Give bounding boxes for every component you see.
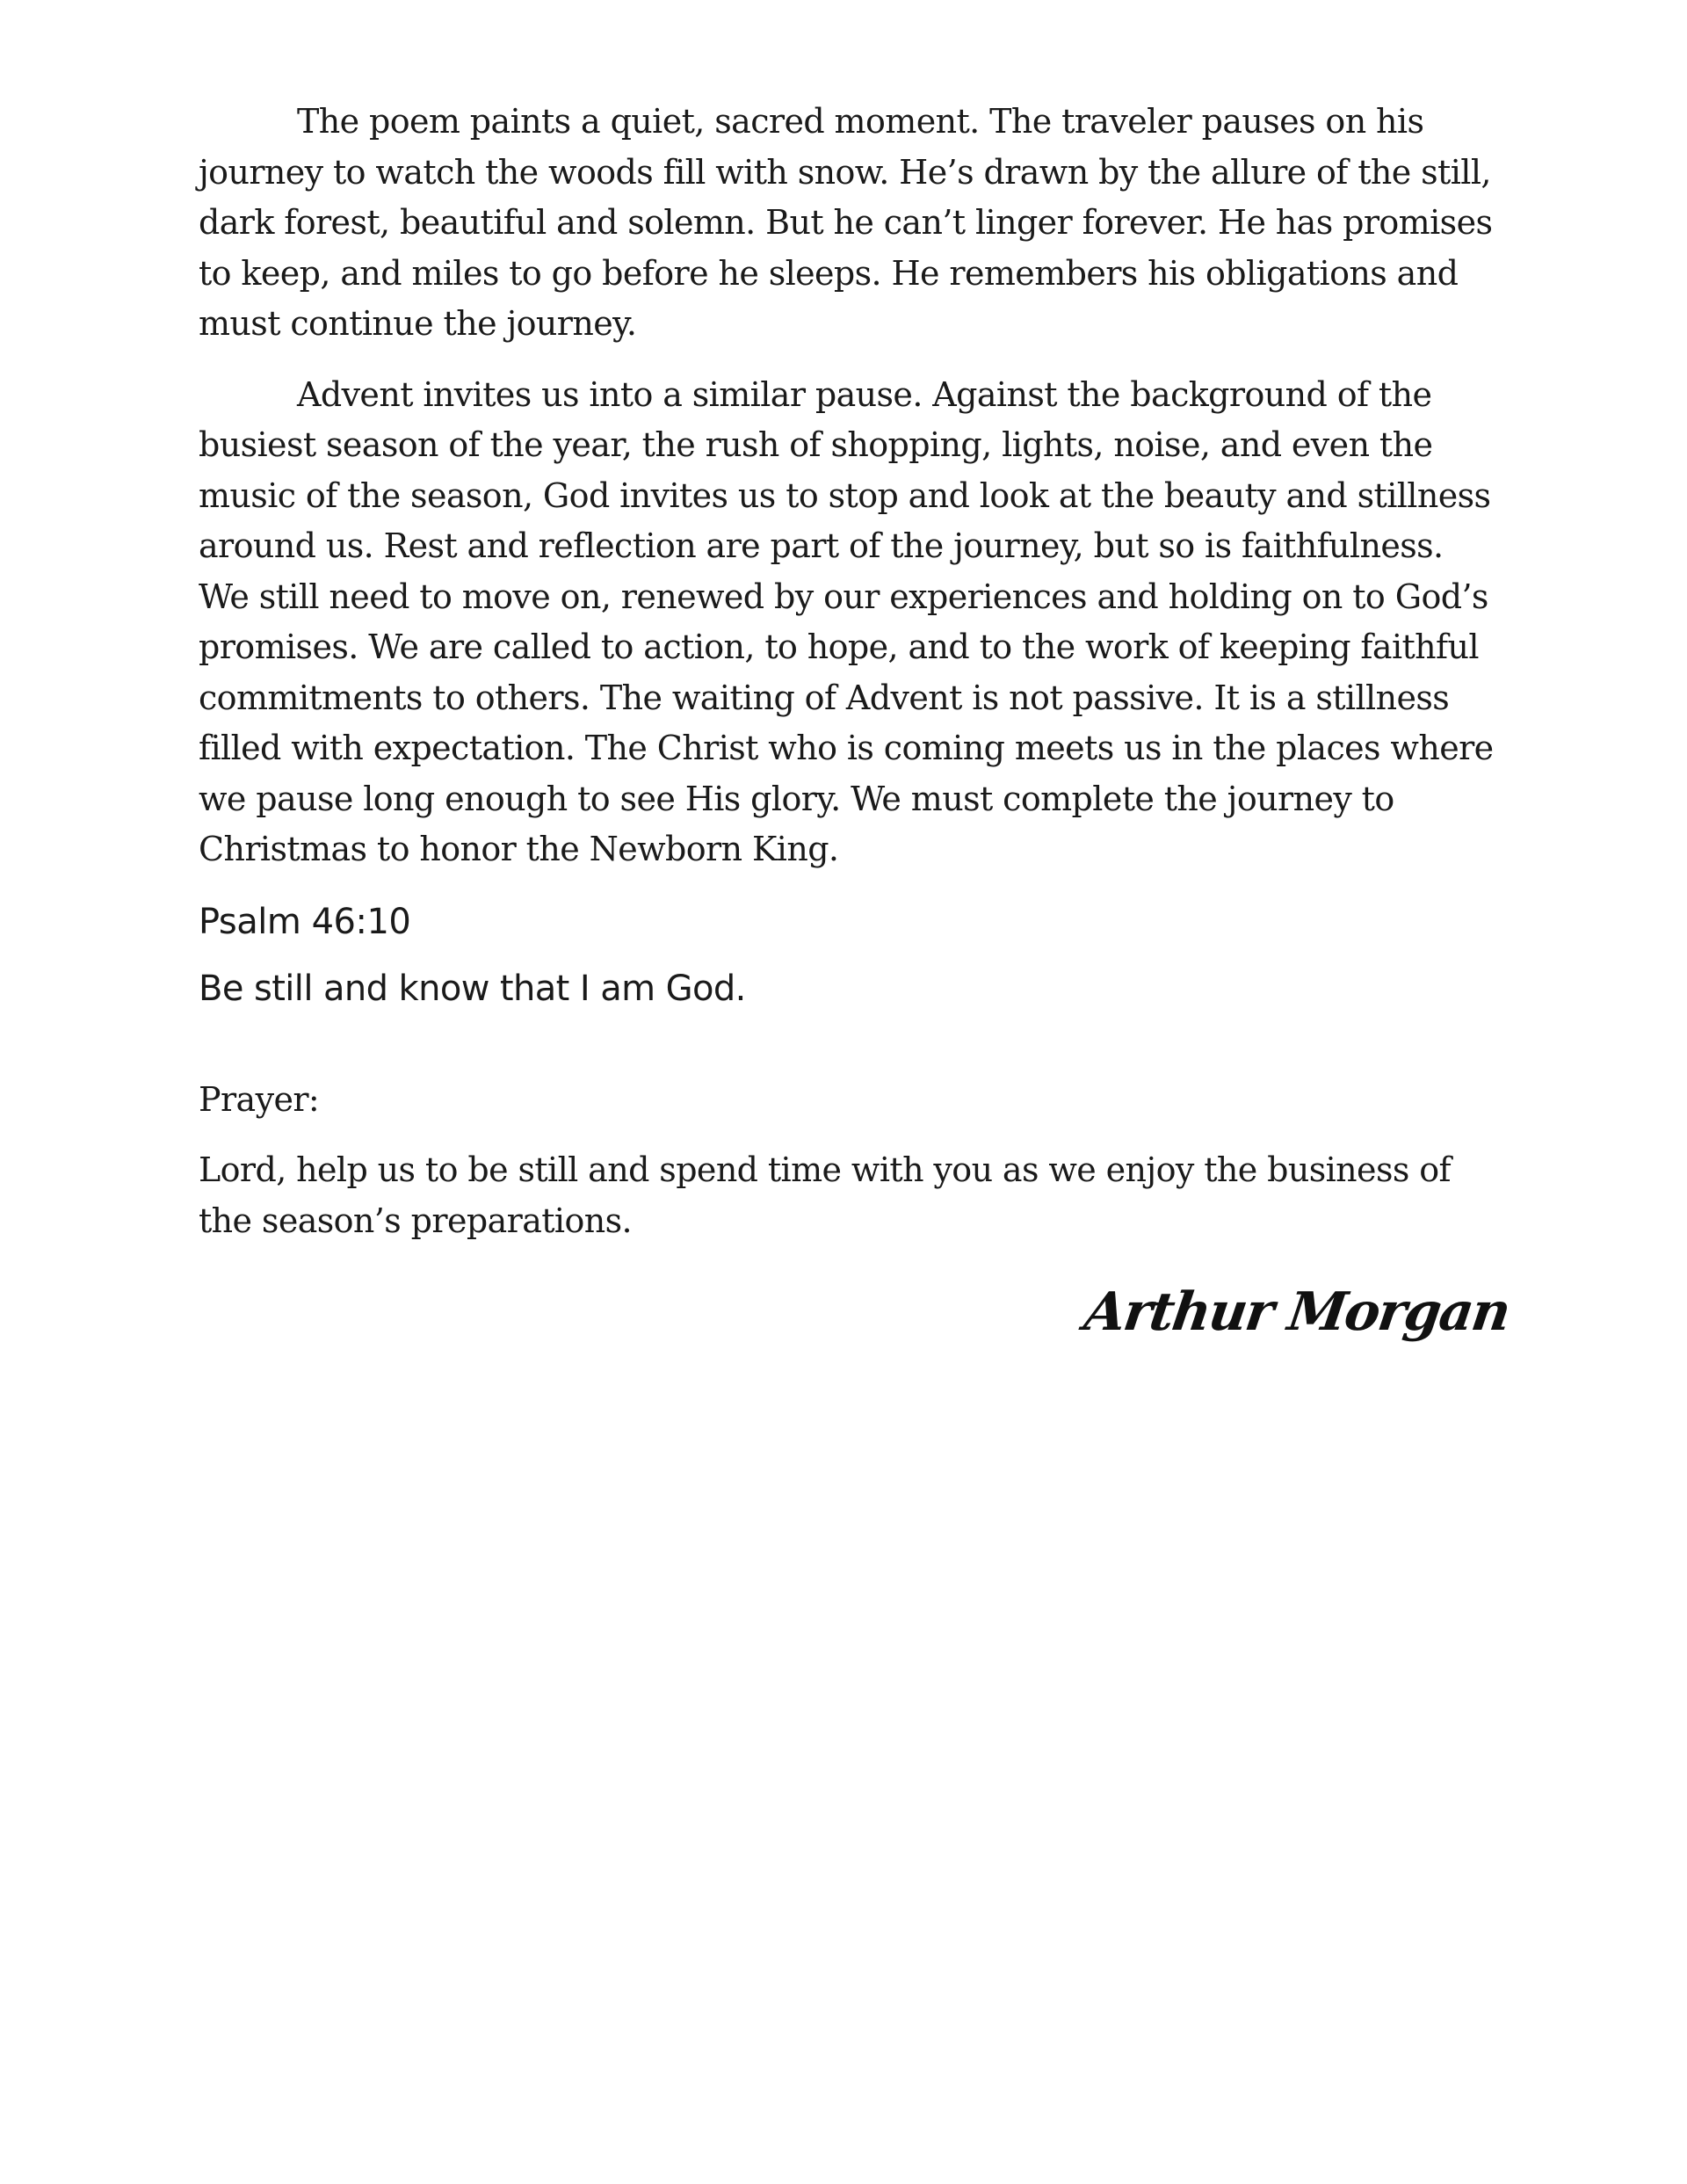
prayer-label: Prayer: (199, 1079, 320, 1119)
document-body (199, 97, 1495, 1246)
verse-reference: Psalm 46:10 (199, 901, 411, 942)
author-signature: Arthur Morgan (1080, 1281, 1513, 1343)
paragraph-advent-reflection: Advent invites us into a similar pause. Against the background of the busiest season of the year, the rush of shopping, lights, noise, and even the music of the season, God invites us to stop and look at the beauty and stillness around us. Rest and reflection are part of the journey, but so is faithfulness. We still need to move on, renewed by our experiences and holding on to God’s promises. We are called to action, to hope, and to the work of keeping faithful commitments to others. The waiting of Advent is not passive. It is a stillness filled with expectation. The Christ who is coming meets us in the places where we pause long enough to see His glory. We must complete the journey to Christmas to honor the Newborn King. (199, 374, 1494, 868)
paragraph-poem-reflection: The poem paints a quiet, sacred moment. The traveler pauses on his journey to watch the woods fill with snow. He’s drawn by the allure of the still, dark forest, beautiful and solemn. But he can’t linger forever. He has promises to keep, and miles to go before he sleeps. He remembers his obligations and must continue the journey. (199, 102, 1493, 343)
verse-text: Be still and know that I am God. (199, 968, 746, 1009)
prayer-text: Lord, help us to be still and spend time with you as we enjoy the business of the season’s preparations. (199, 1150, 1451, 1240)
